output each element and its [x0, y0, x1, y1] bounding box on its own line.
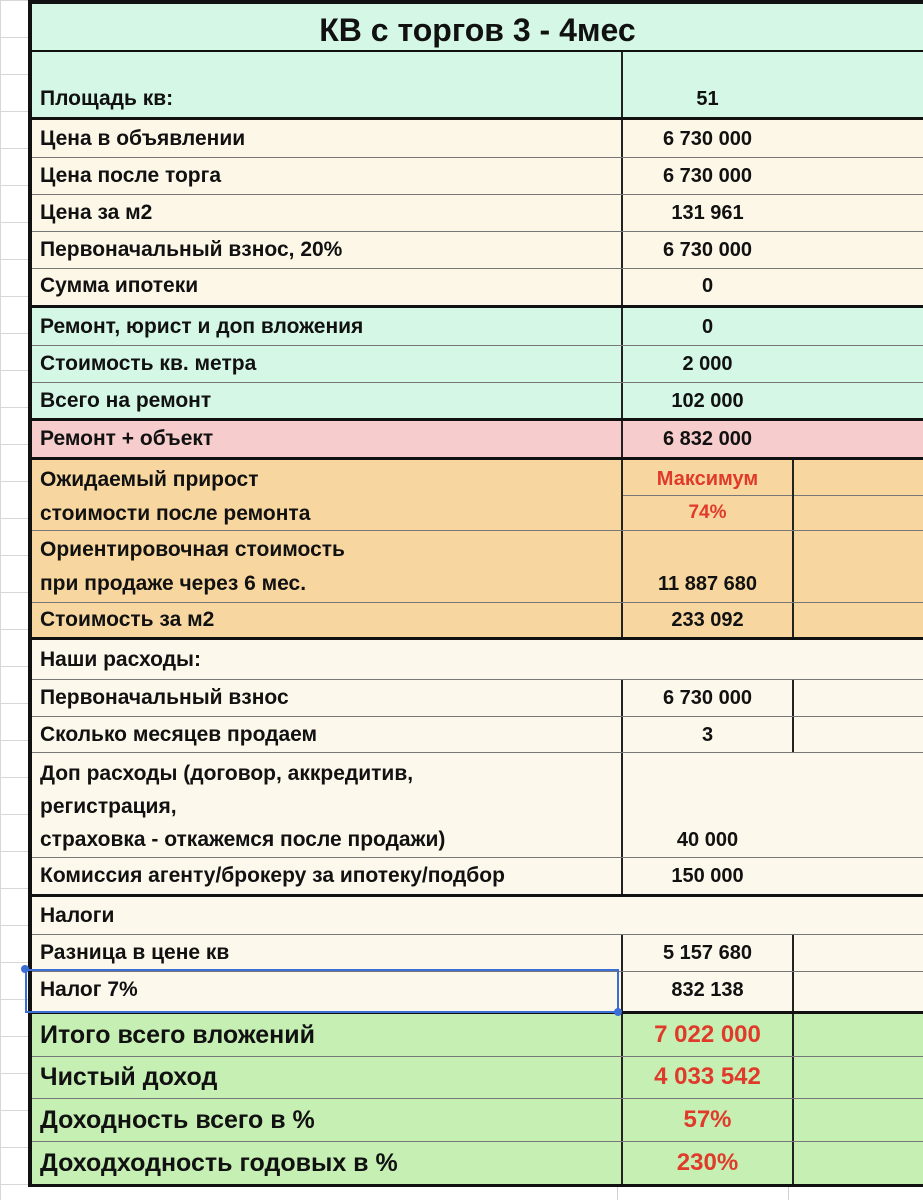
row-value: 6 832 000 — [663, 428, 752, 450]
extra-label-line1: Доп расходы (договор, аккредитив, — [40, 762, 414, 785]
row-value: 131 961 — [671, 202, 744, 224]
row-value-cell[interactable] — [621, 680, 792, 716]
row-value-cell[interactable] — [621, 1057, 792, 1098]
row-label-cell[interactable] — [32, 460, 621, 530]
row-label-cell[interactable] — [32, 308, 621, 345]
row-label-cell[interactable] — [32, 158, 621, 194]
repair-total-row — [32, 421, 923, 460]
row-value-cell[interactable] — [621, 232, 792, 268]
row-label-cell[interactable] — [32, 120, 621, 157]
table-row — [32, 120, 923, 158]
extra-value: 40 000 — [676, 829, 739, 851]
row-value: 5 157 680 — [663, 942, 752, 964]
row-label: Цена после торга — [40, 164, 222, 187]
row-label: Цена в объявлении — [40, 127, 246, 150]
expenses-header: Наши расходы: — [40, 648, 201, 671]
expenses-header-row — [32, 640, 923, 680]
extra-cell[interactable] — [792, 1142, 923, 1184]
extra-label-line3: страховка - откажемся после продажи) — [40, 828, 446, 851]
row-value-cell[interactable] — [621, 753, 923, 857]
selection-handle[interactable] — [21, 965, 29, 973]
row-label-cell[interactable] — [32, 1057, 621, 1098]
row-value-cell[interactable] — [621, 269, 792, 305]
extra-cell[interactable] — [792, 935, 923, 971]
table-title-cell[interactable] — [32, 0, 923, 52]
cell-divider — [794, 495, 923, 496]
row-value-cell[interactable] — [621, 1014, 792, 1056]
row-value: 6 730 000 — [663, 687, 752, 709]
table-row — [32, 346, 923, 383]
area-value-cell[interactable] — [621, 52, 792, 117]
total-value: 230% — [676, 1149, 739, 1176]
growth-label-line2: стоимости после ремонта — [40, 502, 311, 525]
extra-cell[interactable] — [792, 531, 923, 602]
extra-cell[interactable] — [792, 1057, 923, 1098]
row-label: Комиссия агенту/брокеру за ипотеку/подбор — [40, 864, 505, 887]
selection-handle[interactable] — [614, 1008, 622, 1016]
growth-scenario: Максимум — [656, 468, 759, 490]
cell-selection[interactable] — [25, 969, 619, 1013]
row-label: Первоначальный взнос — [40, 686, 289, 709]
row-label-cell[interactable] — [32, 383, 621, 418]
table-row — [32, 680, 923, 717]
sale-label-line2: при продаже через 6 мес. — [40, 572, 307, 595]
row-label-cell[interactable] — [32, 680, 621, 716]
sale-per-m2-row — [32, 603, 923, 640]
row-label-cell[interactable] — [32, 935, 621, 971]
growth-value-cell[interactable] — [621, 460, 792, 530]
area-label: Площадь кв: — [40, 87, 174, 110]
extra-cell[interactable] — [792, 972, 923, 1011]
row-label-cell[interactable] — [32, 269, 621, 305]
total-label: Доходходность годовых в % — [40, 1149, 398, 1177]
section-header-cell[interactable] — [32, 897, 923, 934]
growth-label-line1: Ожидаемый прирост — [40, 468, 259, 491]
area-row — [32, 52, 923, 120]
total-value: 57% — [683, 1106, 732, 1133]
total-row — [32, 1057, 923, 1099]
row-value-cell[interactable] — [621, 603, 792, 637]
total-label: Итого всего вложений — [40, 1021, 315, 1049]
row-value-cell[interactable] — [621, 421, 792, 457]
table-row — [32, 195, 923, 232]
row-value-cell[interactable] — [621, 346, 792, 382]
extra-cell[interactable] — [792, 460, 923, 530]
row-value: 102 000 — [671, 390, 744, 412]
total-label: Чистый доход — [40, 1063, 218, 1091]
row-value-cell[interactable] — [621, 1099, 792, 1141]
total-row — [32, 1014, 923, 1057]
row-label: Стоимость за м2 — [40, 608, 215, 631]
table-row — [32, 383, 923, 421]
total-label: Доходность всего в % — [40, 1106, 315, 1134]
row-value-cell[interactable] — [621, 195, 792, 231]
total-row — [32, 1142, 923, 1187]
row-value: 6 730 000 — [663, 165, 752, 187]
area-label-cell[interactable] — [32, 52, 621, 117]
row-value-cell[interactable] — [621, 158, 792, 194]
row-label-cell[interactable] — [32, 346, 621, 382]
row-label-cell[interactable] — [32, 753, 621, 857]
table-row — [32, 935, 923, 972]
row-label-cell[interactable] — [32, 858, 621, 894]
growth-row — [32, 460, 923, 531]
row-value: 6 730 000 — [663, 128, 752, 150]
taxes-header-row — [32, 897, 923, 935]
row-label: Сколько месяцев продаем — [40, 723, 318, 746]
commission-row — [32, 858, 923, 897]
row-value: 2 000 — [682, 353, 733, 375]
row-value: 0 — [701, 275, 714, 297]
row-value-cell[interactable] — [621, 935, 792, 971]
row-value: 3 — [701, 724, 714, 746]
section-header-cell[interactable] — [32, 640, 923, 679]
row-label: Разница в цене кв — [40, 941, 230, 964]
growth-scenario-cell[interactable] — [623, 460, 792, 496]
extra-cell[interactable] — [792, 1014, 923, 1056]
table-row — [32, 158, 923, 195]
extra-cell[interactable] — [792, 680, 923, 716]
row-label: Первоначальный взнос, 20% — [40, 238, 343, 261]
growth-percent: 74% — [688, 502, 727, 523]
row-label: Сумма ипотеки — [40, 274, 199, 297]
sale-label-line1: Ориентировочная стоимость — [40, 538, 345, 561]
row-value-cell[interactable] — [621, 531, 792, 602]
row-value-cell[interactable] — [621, 717, 792, 752]
row-label: Ремонт, юрист и доп вложения — [40, 315, 364, 338]
row-value: 832 138 — [671, 979, 744, 1001]
row-label-cell[interactable] — [32, 421, 621, 457]
row-value: 233 092 — [671, 609, 744, 631]
row-label-cell[interactable] — [32, 1014, 621, 1056]
total-value: 7 022 000 — [654, 1021, 761, 1048]
row-label: Ремонт + объект — [40, 427, 214, 450]
row-value-cell[interactable] — [621, 972, 792, 1011]
row-label-cell[interactable] — [32, 603, 621, 637]
row-value-cell[interactable] — [621, 308, 792, 345]
sale-value: 11 887 680 — [658, 573, 757, 595]
row-value: 0 — [701, 316, 714, 338]
row-label: Всего на ремонт — [40, 389, 212, 412]
table-title: КВ с торгов 3 - 4мес — [319, 12, 636, 48]
table-row — [32, 232, 923, 269]
row-label-cell[interactable] — [32, 717, 621, 752]
table-row — [32, 269, 923, 308]
row-value-cell[interactable] — [621, 858, 923, 894]
row-label-cell[interactable] — [32, 232, 621, 268]
table-row — [32, 717, 923, 753]
table-row — [32, 308, 923, 346]
row-label-cell[interactable] — [32, 195, 621, 231]
extra-cell[interactable] — [792, 717, 923, 752]
taxes-header: Налоги — [40, 904, 115, 927]
total-row — [32, 1099, 923, 1142]
row-value: 6 730 000 — [663, 239, 752, 261]
extra-cell[interactable] — [792, 603, 923, 637]
row-value-cell[interactable] — [621, 1142, 792, 1184]
area-value: 51 — [696, 88, 719, 110]
row-label-cell[interactable] — [32, 1142, 621, 1184]
extra-expenses-row — [32, 753, 923, 858]
row-label: Цена за м2 — [40, 201, 153, 224]
row-label: Стоимость кв. метра — [40, 352, 257, 375]
row-label-cell[interactable] — [32, 531, 621, 602]
row-label-cell[interactable] — [32, 1099, 621, 1141]
total-value: 4 033 542 — [654, 1063, 761, 1090]
row-value-cell[interactable] — [621, 120, 792, 157]
row-value-cell[interactable] — [621, 383, 792, 418]
row-label: Налог 7% — [40, 978, 138, 1001]
extra-label-line2: регистрация, — [40, 795, 177, 818]
sale-price-row — [32, 531, 923, 603]
row-value: 150 000 — [671, 865, 744, 887]
extra-cell[interactable] — [792, 1099, 923, 1141]
